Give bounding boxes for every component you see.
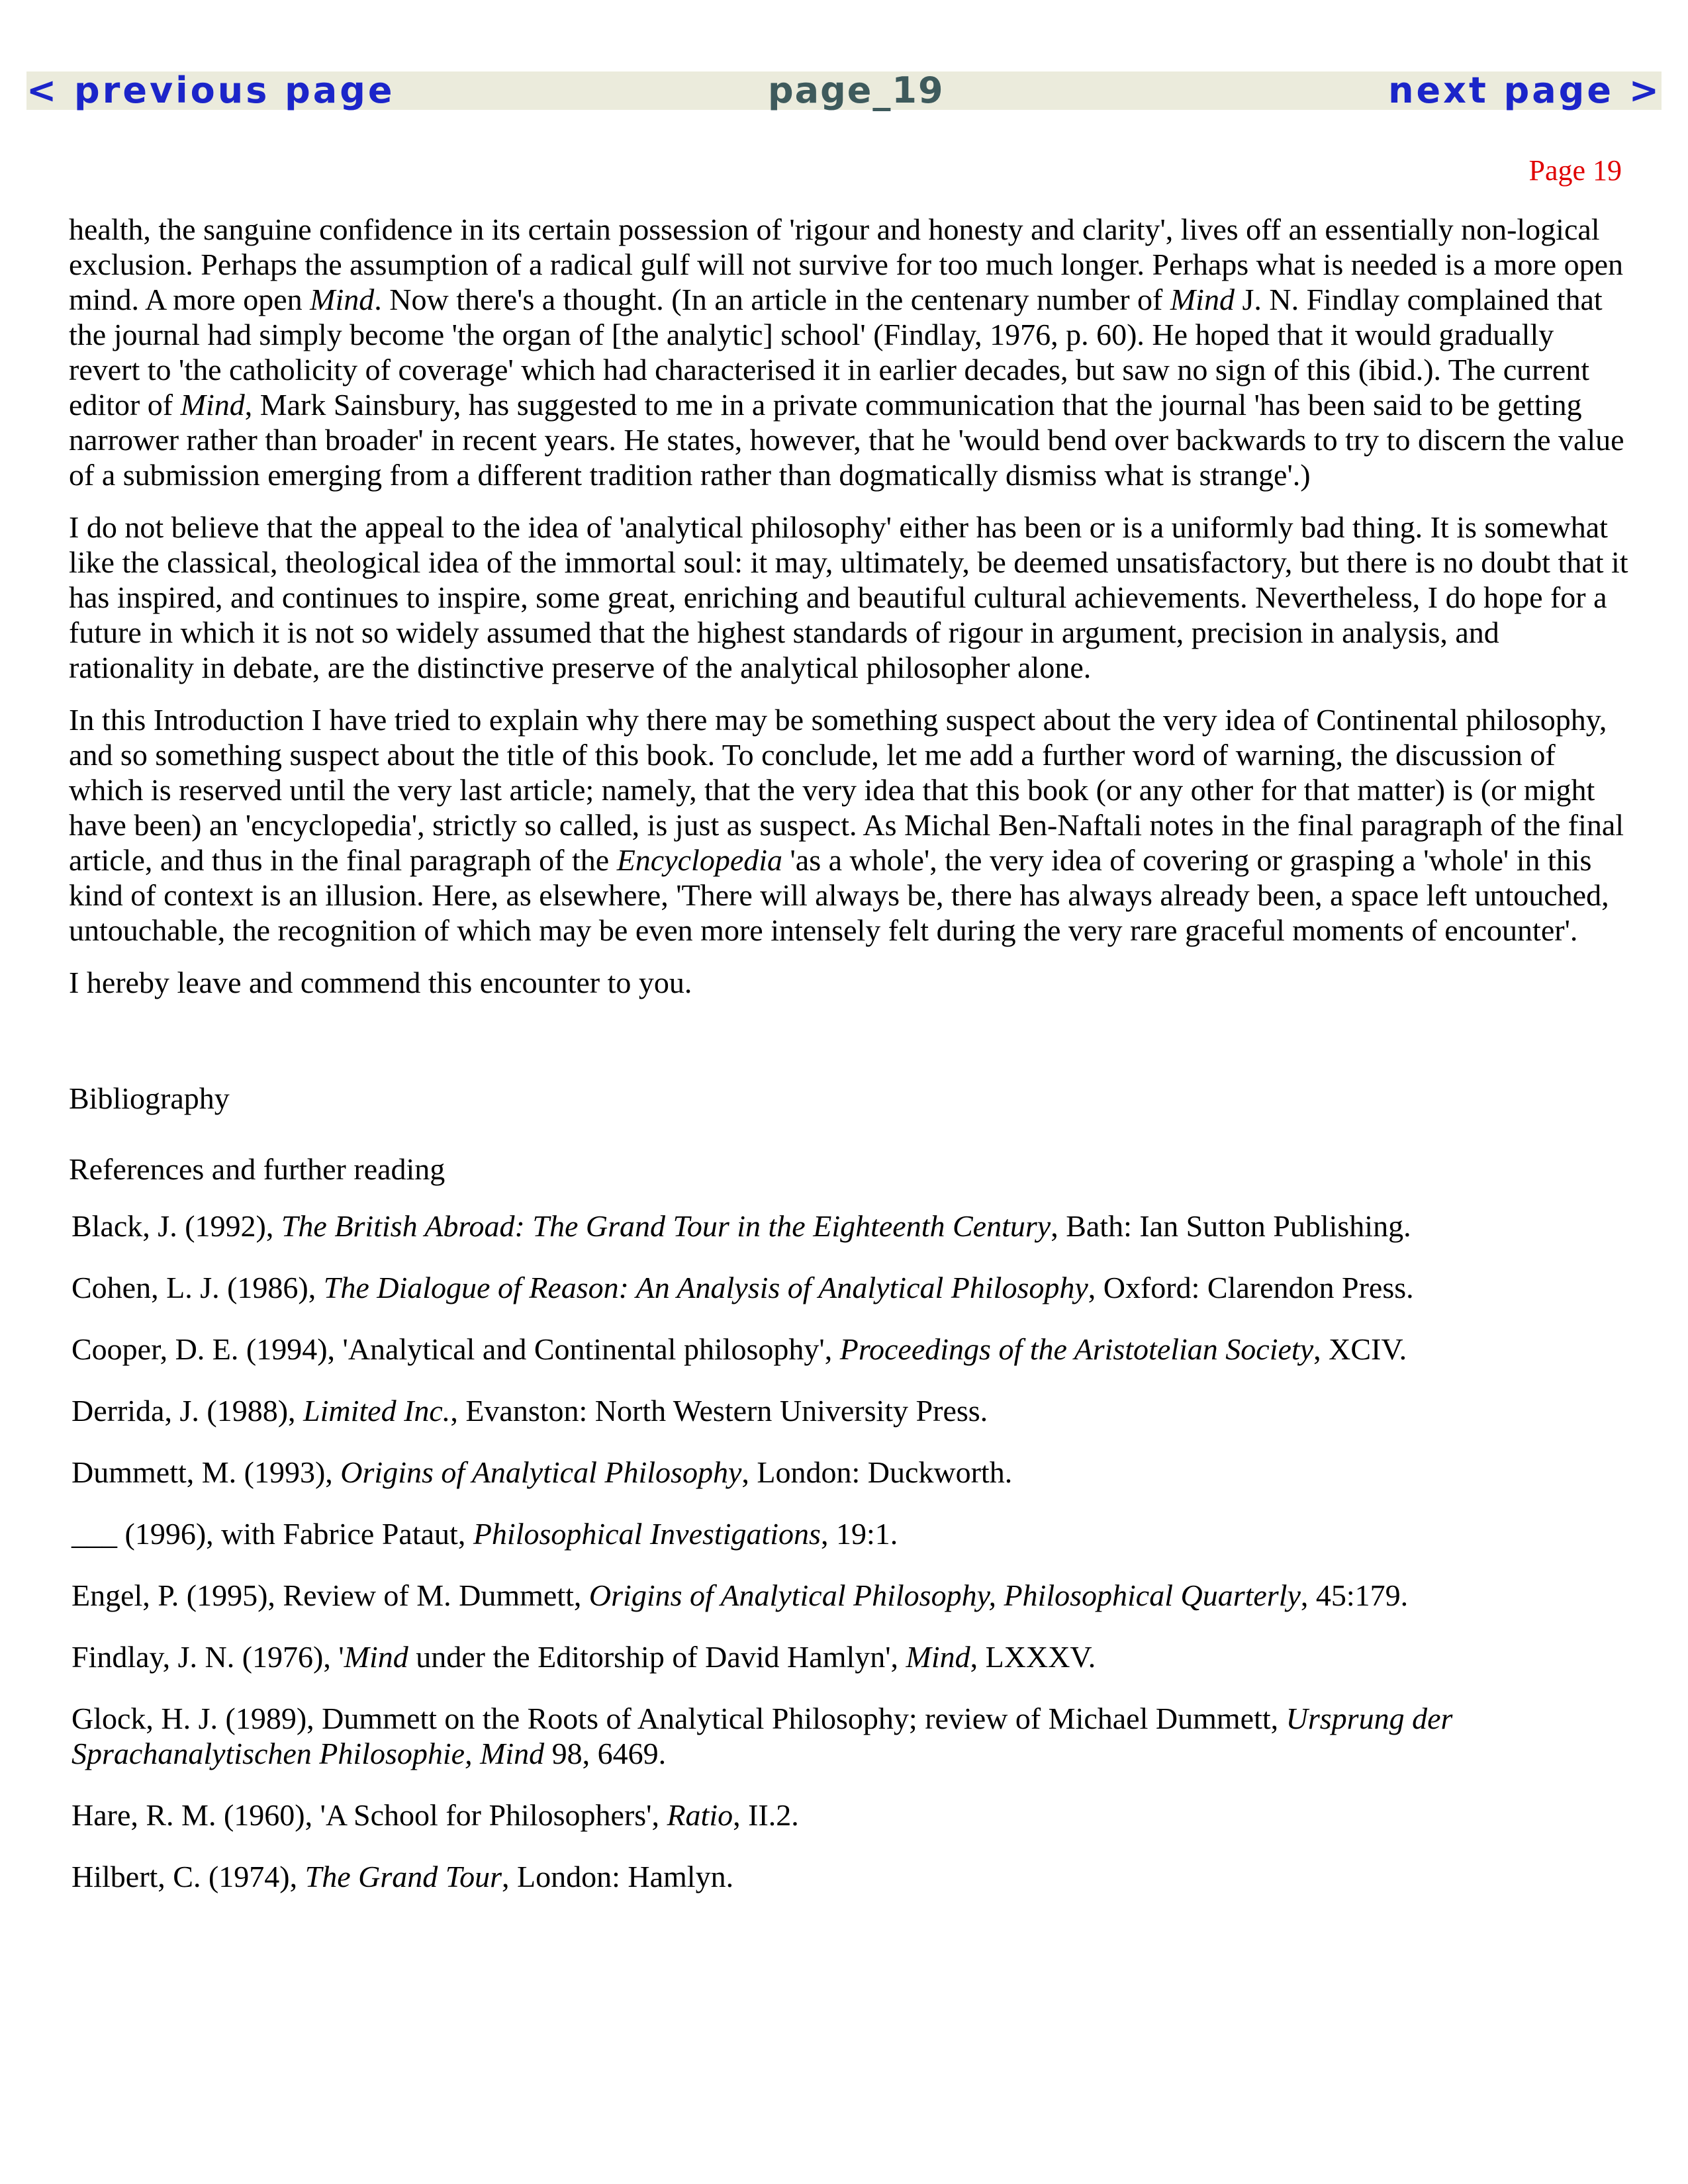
references-heading: References and further reading [69,1152,445,1186]
text-run: I do not believe that the appeal to the idea of 'analytical philosophy' either has been or is a uniformly bad thing. It is somewhat like the classical, theological idea of the immortal soul: it may, ultimately, be deemed unsatisfactory, but there is no doubt that it has inspired, and continues to inspire, some great, enriching and beautiful cultural achievements. Nevertheless, I do hope for a future in which it is not so widely assumed that the highest standards of rigour in argument, precision in analysis, and rationality in debate, are the distinctive preserve of the analytical philosopher alone. [69,510,1628,684]
italic-text: The British Abroad: The Grand Tour in the Eighteenth Century [281,1209,1051,1243]
text-run: Derrida, J. (1988), [71,1394,304,1428]
reference-entry [71,1797,1631,1833]
text-run: Cooper, D. E. (1994), 'Analytical and Continental philosophy', [71,1332,840,1366]
text-run: Hilbert, C. (1974), [71,1860,305,1893]
body-paragraphs [69,212,1631,1000]
reference-entry [71,1455,1631,1490]
italic-text: Mind [180,388,245,422]
reference-entry [71,1332,1631,1367]
italic-text: Mind [906,1640,970,1674]
italic-text: Origins of Analytical Philosophy, Philosophical Quarterly [588,1578,1301,1612]
text-run: 'as a whole', the very idea of covering or grasping a 'whole' in this kind of context is an illusion. Here, as elsewhere, 'There will always be, there has always already been, a space left untouched, untouchable, the recognition of which may be even more intensely felt during the very rare graceful moments of encounter'. [69,843,1609,947]
text-run: J. N. Findlay complained that the journal had simply become 'the organ of [the analytic] school' (Findlay, 1976, p. 60). He hoped that it would gradually revert to 'the catholicity of coverage' which had characterised it in earlier decades, but saw no sign of this (ibid.). The current editor of [69,283,1603,422]
text-run: , London: Duckworth. [741,1455,1013,1489]
text-run: I hereby leave and commend this encounter to you. [69,966,692,999]
italic-text: Ratio [667,1798,733,1832]
reference-entry [71,1208,1631,1244]
body-paragraph [69,212,1631,492]
text-run: under the Editorship of David Hamlyn', [408,1640,906,1674]
reference-entry [71,1393,1631,1428]
text-run: , LXXXV. [970,1640,1096,1674]
page-title: page_19 [768,69,945,111]
text-run: Findlay, J. N. (1976), ' [71,1640,344,1674]
italic-text: Proceedings of the Aristotelian Society [839,1332,1314,1366]
text-run: Black, J. (1992), [71,1209,281,1243]
text-run: Cohen, L. J. (1986), [71,1271,324,1304]
italic-text: Origins of Analytical Philosophy [340,1455,742,1489]
previous-page-link[interactable]: < previous page [26,69,395,111]
reference-entry [71,1578,1631,1613]
text-run: , 19:1. [820,1517,898,1551]
next-page-link[interactable]: next page > [1388,69,1662,111]
bibliography-heading: Bibliography [69,1081,230,1115]
text-run: Engel, P. (1995), Review of M. Dummett, [71,1578,589,1612]
italic-text: Encyclopedia [616,843,783,877]
document-body [69,212,1631,1921]
italic-text: Mind [310,283,375,316]
text-run: Dummett, M. (1993), [71,1455,341,1489]
italic-text: Philosophical Investigations [473,1517,821,1551]
body-paragraph [69,510,1631,685]
text-run: , London: Hamlyn. [502,1860,734,1893]
text-run: . Now there's a thought. (In an article in the centenary number of [374,283,1170,316]
italic-text: The Grand Tour [305,1860,502,1893]
text-run: Hare, R. M. (1960), 'A School for Philosophers', [71,1798,667,1832]
italic-text: Ursprung der Sprachanalytischen Philosophie, Mind [71,1702,1453,1770]
text-run: , 45:179. [1300,1578,1409,1612]
reference-entry [71,1639,1631,1674]
reference-entry [71,1270,1631,1305]
text-run: health, the sanguine confidence in its certain possession of 'rigour and honesty and clarity', lives off an essentially non-logical exclusion. Perhaps the assumption of a radical gulf will not survive for too much longer. Perhaps what is needed is a more open mind. A more open [69,212,1624,316]
text-run: , Oxford: Clarendon Press. [1088,1271,1414,1304]
italic-text: The Dialogue of Reason: An Analysis of Analytical Philosophy [323,1271,1088,1304]
reference-entry [71,1859,1631,1894]
page-number-label: Page 19 [1528,154,1622,187]
reference-entry [71,1516,1631,1551]
text-run: , Bath: Ian Sutton Publishing. [1051,1209,1411,1243]
text-run: , Mark Sainsbury, has suggested to me in a private communication that the journal 'has been said to be getting narrower rather than broader' in recent years. He states, however, that he 'would bend over backwards to try to discern the value of a submission emerging from a different tradition rather than dogmatically dismiss what is strange'.) [69,388,1624,492]
italic-text: Mind [1170,283,1235,316]
body-paragraph [69,965,1631,1000]
italic-text: Limited Inc. [303,1394,451,1428]
page-navigation-bar [26,71,1662,110]
reference-list [71,1208,1631,1894]
reference-entry [71,1701,1631,1771]
text-run: , XCIV. [1313,1332,1407,1366]
text-run: , II.2. [733,1798,799,1832]
text-run: , Evanston: North Western University Press. [450,1394,988,1428]
text-run: In this Introduction I have tried to explain why there may be something suspect about the very idea of Continental philosophy, and so something suspect about the title of this book. To conclude, let me add a further word of warning, the discussion of which is reserved until the very last article; namely, that the very idea that this book (or any other for that matter) is (or might have been) an 'encyclopedia', strictly so called, is just as suspect. As Michal Ben-Naftali notes in the final paragraph of the final article, and thus in the final paragraph of the [69,703,1624,877]
body-paragraph [69,702,1631,948]
text-run: ___ (1996), with Fabrice Pataut, [71,1517,473,1551]
italic-text: Mind [344,1640,408,1674]
text-run: Glock, H. J. (1989), Dummett on the Roots of Analytical Philosophy; review of Michael Dummett, [71,1702,1286,1735]
text-run: 98, 6469. [544,1737,667,1770]
